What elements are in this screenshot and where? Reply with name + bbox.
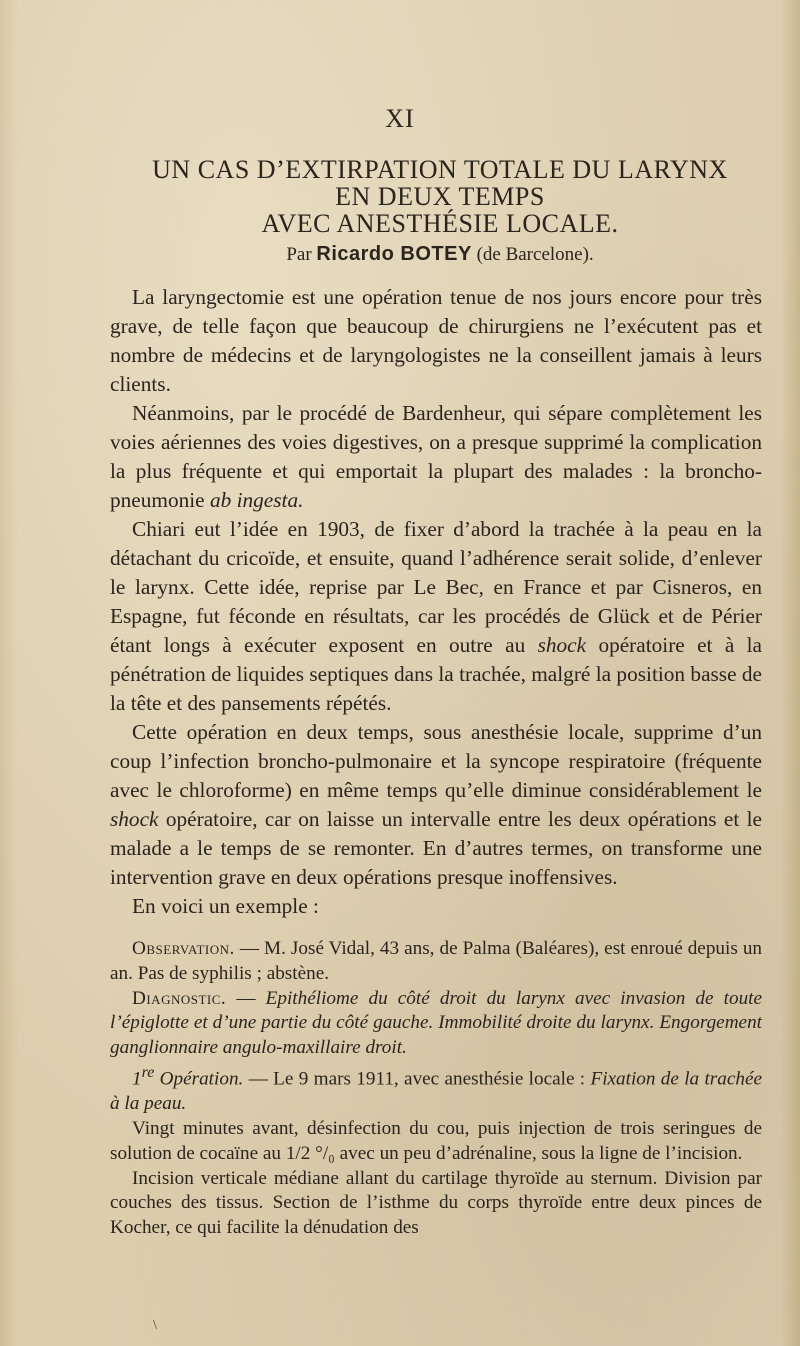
diagnostic-paragraph xyxy=(110,987,762,1061)
article-body xyxy=(110,283,762,921)
author-affiliation: (de Barcelone). xyxy=(476,244,594,265)
title-line-2: EN DEUX TEMPS xyxy=(335,182,545,211)
diagnostic-dash: — xyxy=(236,987,256,1009)
obs-paragraph-incision: Incision verticale médiane allant du cartilage thyroïde au sternum. Division par couches des tissus. Section de l’isthme du corps thyroïde entre deux pinces de Kocher, ce qui facilite la dénudation des xyxy=(110,1167,762,1239)
paragraph-example: En voici un exemple : xyxy=(132,894,319,918)
title-line-1: UN CAS D’EXTIRPATION TOTALE DU LARYNX xyxy=(152,155,728,184)
paragraph-two-stage-text: Cette opération en deux temps, sous anesthésie locale, supprime d’un coup l’infection broncho-pulmonaire et la syncope respiratoire (fréquente avec le chloroforme) en même temps qu’elle diminue considérablement le xyxy=(110,720,762,802)
author-name: Ricardo BOTEY xyxy=(316,243,472,265)
observation-text: — M. José Vidal, 43 ans, de Palma (Baléares), est enroué depuis un an. Pas de syphilis ; abstène. xyxy=(110,938,763,984)
diagnostic-label: Diagnostic. xyxy=(132,987,227,1009)
observation-paragraph xyxy=(110,937,762,987)
operation-text: — Le 9 mars 1911, avec anesthésie locale : xyxy=(248,1068,586,1090)
byline-prefix: Par xyxy=(286,244,312,265)
paragraph-chiari-italic: shock xyxy=(537,633,587,657)
diagnostic-text: Epithéliome du côté droit du larynx avec invasion de toute l’épiglotte et d’une partie du côté gauche. Immobilité droite du larynx. Engorgement ganglionnaire angulo-maxillaire droit. xyxy=(110,987,763,1059)
paragraph-chiari-end: opératoire et à la pénétration de liquides septiques dans la trachée, malgré la position basse de la tête et des pansements répétés. xyxy=(110,633,762,715)
operation-paragraph xyxy=(110,1061,762,1117)
paragraph-two-stage xyxy=(110,718,762,892)
paragraph-bardenheur-italic: ab ingesta. xyxy=(209,488,304,512)
chapter-number: XI xyxy=(385,104,415,133)
paragraph-two-stage-italic: shock xyxy=(110,807,159,831)
operation-italic: Fixation de la trachée à la peau. xyxy=(110,1068,763,1115)
ink-speck-mark: \ xyxy=(153,1318,157,1333)
paragraph-chiari xyxy=(110,515,762,718)
paragraph-two-stage-end: opératoire, car on laisse un intervalle entre les deux opérations et le malade a le temps de se remonter. En d’autres termes, on transforme une intervention grave en deux opérations presque inoffensives. xyxy=(110,807,762,889)
obs-paragraph-injection: Vingt minutes avant, désinfection du cou, puis injection de trois seringues de solution de cocaïne au 1/2 °/₀ avec un peu d’adrénaline, sous la ligne de l’incision. xyxy=(110,1117,762,1164)
operation-label: Opération. xyxy=(159,1068,244,1090)
paragraph-chiari-text: Chiari eut l’idée en 1903, de fixer d’abord la trachée à la peau en la détachant du cricoïde, et ensuite, quand l’adhérence serait solide, d’enlever le larynx. Cette idée, reprise par Le Bec, en France et par Cisneros, en Espagne, fut féconde en résultats, car les procédés de Glück et de Périer étant longs à exécuter exposent en outre au xyxy=(110,517,762,657)
paragraph-bardenheur xyxy=(110,399,762,515)
operation-number: 1 xyxy=(132,1068,142,1090)
title-line-3: AVEC ANESTHÉSIE LOCALE. xyxy=(261,209,619,238)
operation-sup: re xyxy=(141,1063,155,1081)
paragraph-bardenheur-text: Néanmoins, par le procédé de Bardenheur, qui sépare complètement les voies aériennes des voies digestives, on a presque supprimé la complication la plus fréquente et qui emportait la plupart des malades : la broncho-pneumonie xyxy=(110,401,762,512)
observation-label: Observation. xyxy=(132,938,235,959)
observation-section xyxy=(110,937,762,1241)
byline xyxy=(0,243,800,266)
paragraph-intro: La laryngectomie est une opération tenue de nos jours encore pour très grave, de telle façon que beaucoup de chirurgiens ne l’exécutent pas et nombre de médecins et de laryngologistes ne la conseillent jamais à leurs clients. xyxy=(110,285,762,396)
